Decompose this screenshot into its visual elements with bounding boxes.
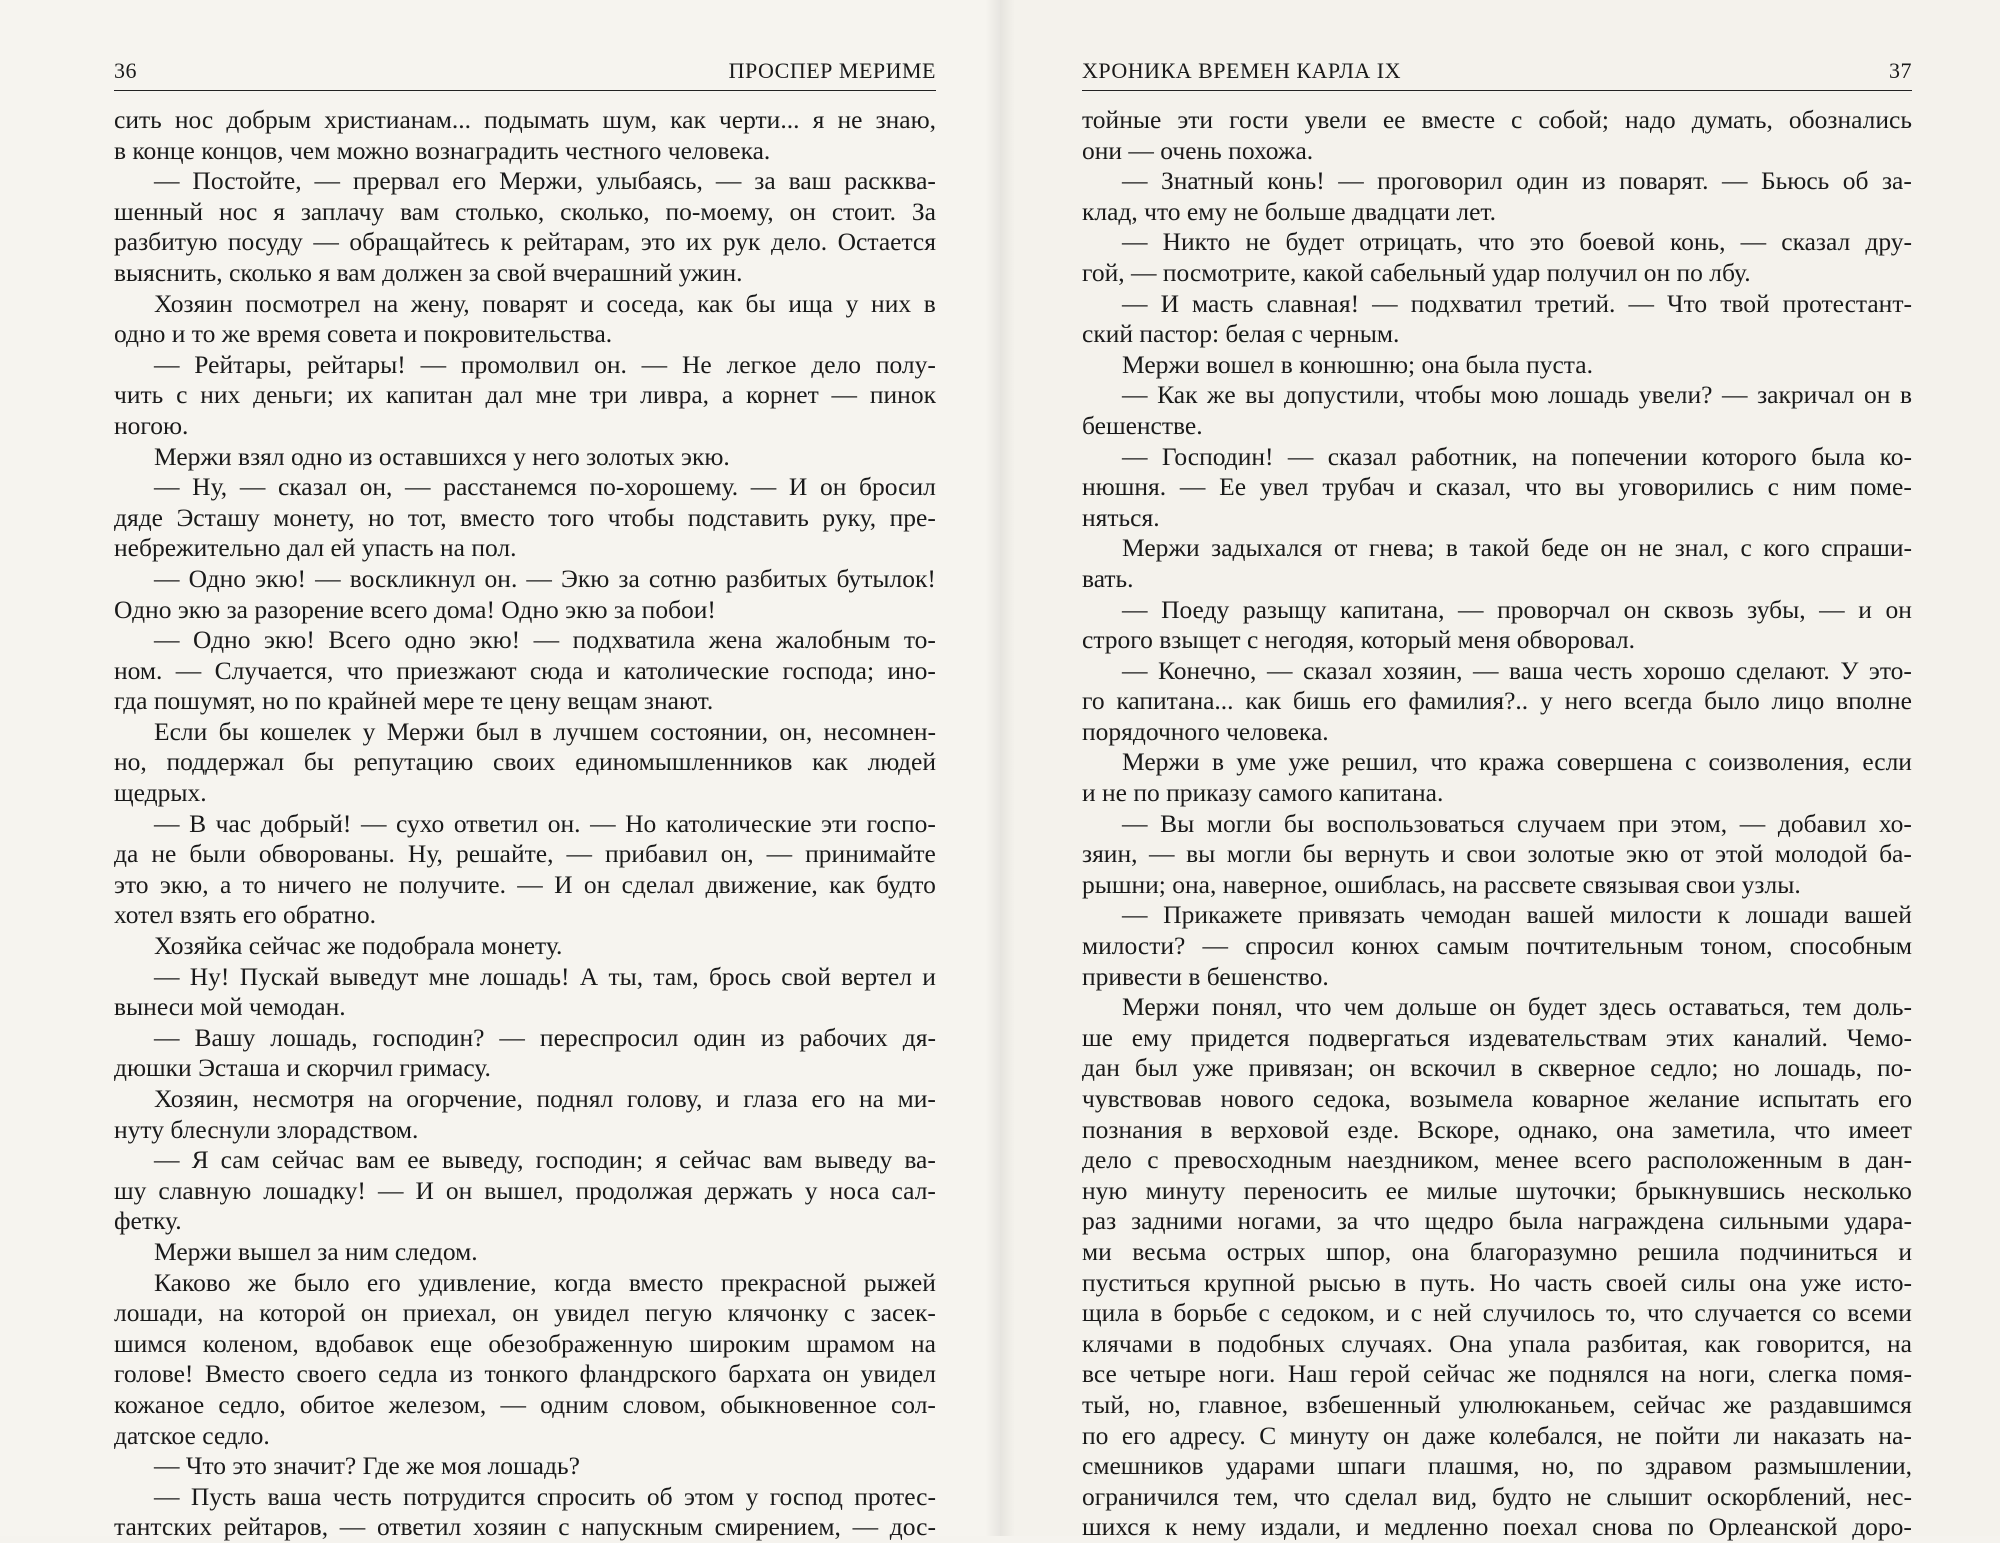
text-line: — И масть славная! — подхватил третий. — Что твой протестант-	[1122, 288, 1912, 318]
text-line: да не были обворованы. Ну, решайте, — прибавил он, — принимайте	[114, 839, 936, 869]
text-line: клячами в подобных случаях. Она упала разбитая, как говорится, на	[1082, 1328, 1912, 1358]
text-line: клад, что ему не больше двадцати лет.	[1082, 196, 1496, 226]
text-line: — Ну! Пускай выведут мне лошадь! А ты, там, брось свой вертел и	[154, 961, 936, 991]
text-line: ном. — Случается, что приезжают сюда и католические господа; ино-	[114, 655, 936, 685]
text-line: они — очень похожа.	[1082, 135, 1314, 165]
text-line: ограничился тем, что сделал вид, будто не слышит оскорблений, нес-	[1082, 1481, 1912, 1511]
text-line: хотел взять его обратно.	[114, 900, 377, 930]
text-line: и не по приказу самого капитана.	[1082, 778, 1444, 808]
text-line: тойные эти гости увели ее вместе с собой; надо думать, обознались	[1082, 105, 1912, 134]
text-line: — Постойте, — прервал его Мержи, улыбаясь, — за ваш раскква-	[154, 166, 936, 196]
book-gutter	[985, 0, 1015, 1536]
text-line: ский пастор: белая с черным.	[1082, 319, 1400, 349]
text-line: вать.	[1082, 563, 1134, 593]
text-line: Каково же было его удивление, когда вместо прекрасной рыжей	[154, 1267, 936, 1297]
right-header-rule	[1082, 90, 1912, 91]
right-page-number: 37	[1889, 58, 1912, 83]
left-running-head: ПРОСПЕР МЕРИМЕ	[728, 58, 936, 83]
text-line: кожаное седло, обитое железом, — одним словом, обыкновенное сол-	[114, 1389, 936, 1419]
text-line: — Одно экю! — воскликнул он. — Экю за сотню разбитых бутылок!	[154, 563, 936, 593]
text-line: — Знатный конь! — проговорил один из поварят. — Бьюсь об за-	[1122, 166, 1912, 196]
text-line: шенный нос я заплачу вам столько, сколько, по-моему, он стоит. За	[114, 196, 936, 226]
text-line: го капитана... как бишь его фамилия?.. у него всегда было лицо вполне	[1082, 686, 1912, 716]
text-line: дяде Эсташу монету, но тот, вместо того чтобы подставить руку, пре-	[114, 502, 936, 532]
text-line: смешников ударами шпаги плашмя, но, по здравом размышлении,	[1082, 1451, 1912, 1481]
text-line: — Вашу лошадь, господин? — переспросил один из рабочих дя-	[154, 1022, 936, 1052]
left-page-number: 36	[114, 58, 137, 83]
text-line: вынеси мой чемодан.	[114, 992, 346, 1022]
text-line: лошади, на которой он приехал, он увидел пегую клячонку с засек-	[114, 1298, 936, 1328]
text-line: милости? — спросил конюх самым почтительным тоном, способным	[1082, 931, 1912, 961]
text-line: — Рейтары, рейтары! — промолвил он. — Не легкое дело полу-	[154, 349, 936, 379]
text-line: чить с них деньги; их капитан дал мне три ливра, а корнет — пинок	[114, 380, 936, 410]
text-line: щила в борьбе с седоком, и с ней случилось то, что случается со всеми	[1082, 1298, 1912, 1328]
text-line: голове! Вместо своего седла из тонкого фландрского бархата он увидел	[114, 1359, 936, 1389]
text-line: дюшки Эсташа и скорчил гримасу.	[114, 1053, 491, 1083]
text-line: — Прикажете привязать чемодан вашей милости к лошади вашей	[1122, 900, 1912, 930]
text-line: — Что это значит? Где же моя лошадь?	[154, 1451, 580, 1481]
text-line: Мержи в уме уже решил, что кража совершена с соизволения, если	[1122, 747, 1912, 777]
text-line: познания в верховой езде. Вскоре, однако, она заметила, что имеет	[1082, 1114, 1912, 1144]
text-line: сить нос добрым христианам... подымать шум, как черти... я не знаю,	[114, 105, 936, 134]
text-line: — Пусть ваша честь потрудится спросить об этом у господ протес-	[154, 1481, 936, 1511]
text-line: ми весьма острых шпор, она благоразумно решила подчиниться и	[1082, 1236, 1912, 1266]
text-line: Мержи вышел за ним следом.	[154, 1236, 478, 1266]
text-line: одно и то же время совета и покровительства.	[114, 319, 613, 349]
text-line: дело с превосходным наездником, менее всего расположенным в дан-	[1082, 1145, 1912, 1175]
text-line: гда пошумят, но по крайней мере те цену вещам знают.	[114, 686, 714, 716]
text-line: — В час добрый! — сухо ответил он. — Но католические эти госпо-	[154, 808, 936, 838]
text-line: шимся коленом, вдобавок еще обезображенную широким шрамом на	[114, 1328, 936, 1358]
text-line: шу славную лошадку! — И он вышел, продолжая держать у носа сал-	[114, 1175, 936, 1205]
text-line: щедрых.	[114, 778, 207, 808]
right-running-header	[1082, 58, 1912, 88]
text-line: бешенстве.	[1082, 410, 1203, 440]
text-line: чувствовав нового седока, возымела коварное желание испытать его	[1082, 1084, 1912, 1113]
text-line: нюшня. — Ее увел трубач и сказал, что вы уговорились с ним поме-	[1082, 472, 1912, 502]
left-running-header	[114, 58, 936, 88]
text-line: все четыре ноги. Наш герой сейчас же поднялся на ноги, слегка помя-	[1082, 1359, 1912, 1389]
text-line: дан был уже привязан; он вскочил в скверное седло; но лошадь, по-	[1082, 1053, 1912, 1083]
text-line: но, поддержал бы репутацию своих единомышленников как людей	[114, 747, 936, 777]
text-line: — Никто не будет отрицать, что это боевой конь, — сказал дру-	[1122, 227, 1912, 257]
left-body-text	[114, 105, 936, 1543]
text-line: Одно экю за разорение всего дома! Одно экю за побои!	[114, 594, 716, 624]
text-line: порядочного человека.	[1082, 716, 1329, 746]
text-line: — Поеду разыщу капитана, — проворчал он сквозь зубы, — и он	[1122, 594, 1912, 624]
text-line: нуту блеснули злорадством.	[114, 1114, 419, 1144]
text-line: няться.	[1082, 502, 1160, 532]
text-line: строго взыщет с негодяя, который меня обворовал.	[1082, 625, 1635, 655]
text-line: выяснить, сколько я вам должен за свой вчерашний ужин.	[114, 257, 743, 287]
text-line: фетку.	[114, 1206, 182, 1236]
left-header-rule	[114, 90, 936, 91]
text-line: зяин, — вы могли бы вернуть и свои золотые экю от этой молодой ба-	[1082, 839, 1912, 869]
text-line: раз задними ногами, за что щедро была награждена сильными удара-	[1082, 1206, 1912, 1236]
text-line: это экю, а то ничего не получите. — И он сделал движение, как будто	[114, 869, 936, 899]
text-line: гой, — посмотрите, какой сабельный удар получил он по лбу.	[1082, 257, 1751, 287]
text-line: ную минуту переносить ее милые шуточки; брыкнувшись несколько	[1082, 1175, 1912, 1205]
text-line: ногою.	[114, 410, 189, 440]
text-line: Если бы кошелек у Мержи был в лучшем состоянии, он, несомнен-	[154, 716, 936, 746]
text-line: Мержи понял, что чем дольше он будет здесь оставаться, тем доль-	[1122, 992, 1912, 1022]
text-line: Мержи вошел в конюшню; она была пуста.	[1122, 349, 1593, 379]
text-line: по его адресу. С минуту он даже колебался, не пойти ли наказать на-	[1082, 1420, 1912, 1450]
text-line: — Конечно, — сказал хозяин, — ваша честь хорошо сделают. У это-	[1122, 655, 1912, 685]
text-line: — Ну, — сказал он, — расстанемся по-хорошему. — И он бросил	[154, 472, 936, 502]
text-line: датское седло.	[114, 1420, 270, 1450]
text-line: шихся к нему издали, и медленно поехал снова по Орлеанской доро-	[1082, 1512, 1912, 1542]
text-line: ше ему придется подвергаться издевательствам этих каналий. Чемо-	[1082, 1022, 1912, 1052]
text-line: — Вы могли бы воспользоваться случаем при этом, — добавил хо-	[1122, 808, 1912, 838]
text-line: небрежительно дал ей упасть на пол.	[114, 533, 517, 563]
text-line: — Я сам сейчас вам ее выведу, господин; я сейчас вам выведу ва-	[154, 1145, 936, 1175]
text-line: Мержи взял одно из оставшихся у него золотых экю.	[154, 441, 730, 471]
text-line: — Господин! — сказал работник, на попечении которого была ко-	[1122, 441, 1912, 471]
text-line: тый, но, главное, взбешенный улюлюканьем, сейчас же раздавшимся	[1082, 1389, 1912, 1419]
text-line: Хозяйка сейчас же подобрала монету.	[154, 931, 563, 961]
text-line: рышни; она, наверное, ошиблась, на рассвете связывая свои узлы.	[1082, 869, 1801, 899]
text-line: — Одно экю! Всего одно экю! — подхватила жена жалобным то-	[154, 625, 936, 655]
text-line: пуститься крупной рысью в путь. Но часть своей силы она уже исто-	[1082, 1267, 1912, 1297]
text-line: Хозяин, несмотря на огорчение, поднял голову, и глаза его на ми-	[154, 1084, 936, 1113]
text-line: тантских рейтаров, — ответил хозяин с напускным смирением, — дос-	[114, 1512, 936, 1542]
right-page	[1000, 0, 2000, 1542]
left-page	[0, 0, 1000, 1542]
text-line: Мержи задыхался от гнева; в такой беде он не знал, с кого спраши-	[1122, 533, 1912, 563]
text-line: — Как же вы допустили, чтобы мою лошадь увели? — закричал он в	[1122, 380, 1912, 410]
text-line: Хозяин посмотрел на жену, поварят и соседа, как бы ища у них в	[154, 288, 936, 318]
right-running-head: ХРОНИКА ВРЕМЕН КАРЛА IX	[1082, 58, 1402, 83]
text-line: привести в бешенство.	[1082, 961, 1329, 991]
text-line: разбитую посуду — обращайтесь к рейтарам, это их рук дело. Остается	[114, 227, 936, 257]
right-body-text	[1082, 105, 1912, 1543]
text-line: в конце концов, чем можно вознаградить честного человека.	[114, 135, 771, 165]
